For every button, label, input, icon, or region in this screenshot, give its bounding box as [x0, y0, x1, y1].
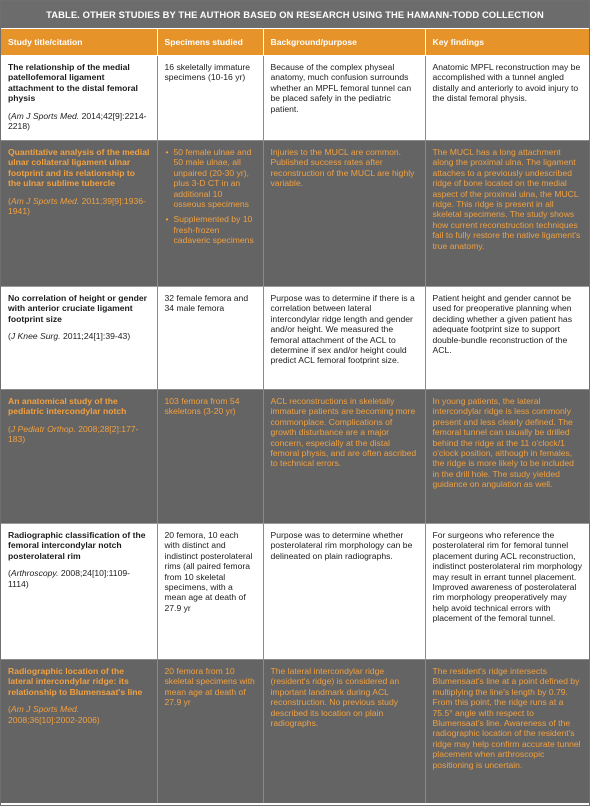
citation-details: 2008;28[2]:177-183 [8, 423, 139, 445]
study-title: Radiographic location of the lateral intercondylar ridge: its relationship to Blumensaat's line [8, 666, 143, 697]
study-title: An anatomical study of the pediatric intercondylar notch [8, 396, 127, 417]
citation-details: 2011;39[9]:1936-1941 [8, 195, 146, 217]
list-item: • 50 female ulnae and 50 male ulnae, all unpaired (20-30 yr), plus 3-D CT in an additional 10 osseous specimens [165, 147, 256, 209]
citation-details: 2011;24[1]:39-43 [62, 331, 128, 342]
specimens-cell: 20 femora from 10 skeletal specimens with mean age at death of 27.9 yr [157, 660, 263, 803]
specimens-list [165, 147, 256, 246]
specimens-cell: 20 femora, 10 each with distinct and indistinct posterolateral rims (all paired femora from 10 skeletal specimens, with a mean age at death of 27.9 yr [157, 524, 263, 660]
background-cell: ACL reconstructions in skeletally immature patients are becoming more commonplace. Complications of growth disturbance are a major concern, especially at the distal femoral physis, and are often ascribed to technical errors. [263, 390, 425, 524]
citation-details: 2008;36[10]:2002-2006 [8, 714, 97, 725]
citation: (Arthroscopy. 2008;24[10]:1109-1114) [8, 568, 131, 589]
header-background: Background/purpose [263, 29, 425, 56]
background-cell: Injuries to the MUCL are common. Published success rates after reconstruction of the MUCL are highly variable. [263, 141, 425, 287]
journal-name: J Knee Surg. [10, 331, 61, 342]
study-title: Radiographic classification of the femoral intercondylar notch posterolateral rim [8, 530, 146, 561]
table-row [1, 287, 589, 390]
study-cell [1, 390, 157, 524]
findings-cell: In young patients, the lateral intercondylar ridge is less commonly present and less clearly defined. The femoral tunnel can usually be drilled behind the ridge at the 11 o'clock/1 o'clock position, although in females, the ridge is more likely to be included in the drill hole. The study yielded guidance on angulation as well. [425, 390, 589, 524]
study-cell [1, 141, 157, 287]
findings-cell: The resident's ridge intersects Blumensaat's line at a point defined by multiplying the line's length by 0.79. From this point, the ridge runs at a 75.5° angle with respect to Blumensaat's line. Awareness of the radiographic location of the resident's ridge may help confirm accurate tunnel placement when arthroscopic positioning is uncertain. [425, 660, 589, 803]
background-cell: Purpose was to determine whether posterolateral rim morphology can be delineated on plain radiographs. [263, 524, 425, 660]
header-specimens: Specimens studied [157, 29, 263, 56]
studies-table [1, 29, 589, 803]
study-cell [1, 287, 157, 390]
specimens-cell: 32 female femora and 34 male femora [157, 287, 263, 390]
citation: (J Pediatr Orthop. 2008;28[2]:177-183) [8, 423, 139, 445]
table-row [1, 660, 589, 803]
specimens-cell [157, 141, 263, 287]
findings-cell: Patient height and gender cannot be used for preoperative planning when deciding whether a given patient has adequate footprint size to support double-bundle reconstruction of the ACL. [425, 287, 589, 390]
journal-name: Am J Sports Med. [10, 110, 80, 121]
citation: (Am J Sports Med. 2014;42[9]:2214-2218) [8, 110, 147, 132]
table-row [1, 524, 589, 660]
journal-name: J Pediatr Orthop. [10, 423, 76, 434]
study-cell [1, 660, 157, 803]
specimens-cell: 16 skeletally immature specimens (10-16 yr) [157, 56, 263, 141]
citation-details: 2014;42[9]:2214-2218 [8, 110, 147, 132]
header-row [1, 29, 589, 56]
study-title: The relationship of the medial patellofemoral ligament attachment to the distal femoral physis [8, 62, 138, 104]
table-title: TABLE. OTHER STUDIES BY THE AUTHOR BASED ON RESEARCH USING THE HAMANN-TODD COLLECTION [1, 1, 589, 29]
background-cell: The lateral intercondylar ridge (resident's ridge) is considered an important landmark during ACL reconstruction. No previous study described its location on plain radiographs. [263, 660, 425, 803]
study-cell [1, 56, 157, 141]
header-study-title: Study title/citation [1, 29, 157, 56]
citation-details: 2008;24[10]:1109-1114 [8, 568, 131, 589]
table-row [1, 141, 589, 287]
table-row [1, 390, 589, 524]
study-title: Quantitative analysis of the medial ulnar collateral ligament ulnar footprint and its relationship to the ulnar sublime tubercle [8, 147, 150, 189]
specimens-cell: 103 femora from 54 skeletons (3-20 yr) [157, 390, 263, 524]
journal-name: Arthroscopy. [10, 568, 59, 579]
citation: (Am J Sports Med. 2008;36[10]:2002-2006) [8, 704, 100, 725]
journal-name: Am J Sports Med. [10, 704, 80, 715]
findings-cell: The MUCL has a long attachment along the proximal ulna. The ligament attaches to a previously undescribed ridge of bone located on the medial aspect of the proximal ulna, the MUCL ridge. This ridge is present in all skeletal specimens. The study shows how current reconstruction techniques fail to fully restore the native ligament's true anatomy. [425, 141, 589, 287]
citation: (Am J Sports Med. 2011;39[9]:1936-1941) [8, 195, 146, 217]
findings-cell: For surgeons who reference the posterolateral rim for femoral tunnel placement during ACL reconstruction, indistinct posterolateral rim morphology may result in errant tunnel placement. Improved awareness of posterolateral rim morphology preoperatively may help avoid technical errors with placement of the femoral tunnel. [425, 524, 589, 660]
study-title: No correlation of height or gender with anterior cruciate ligament footprint size [8, 293, 147, 324]
table-row [1, 56, 589, 141]
journal-name: Am J Sports Med. [10, 195, 80, 206]
background-cell: Purpose was to determine if there is a correlation between lateral intercondylar ridge length and gender and/or height. We measured the femoral attachment of the ACL to determine if sex and/or height could predict ACL femoral footprint size. [263, 287, 425, 390]
background-cell: Because of the complex physeal anatomy, much confusion surrounds whether an MPFL femoral tunnel can be placed safely in the pediatric patient. [263, 56, 425, 141]
header-findings: Key findings [425, 29, 589, 56]
list-item: • Supplemented by 10 fresh-frozen cadaveric specimens [165, 214, 256, 245]
study-cell [1, 524, 157, 660]
findings-cell: Anatomic MPFL reconstruction may be accomplished with a tunnel angled distally and anteriorly to avoid injury to the distal femoral physis. [425, 56, 589, 141]
citation: (J Knee Surg. 2011;24[1]:39-43) [8, 331, 131, 342]
